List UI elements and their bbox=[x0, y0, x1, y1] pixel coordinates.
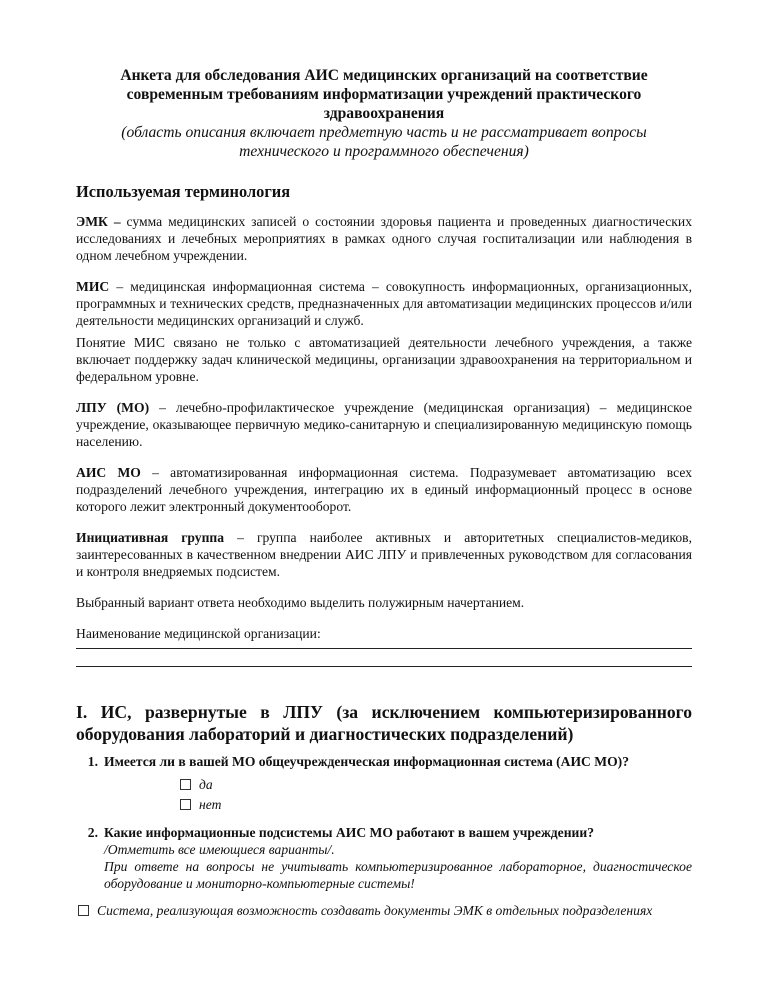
checkbox-icon[interactable] bbox=[180, 779, 191, 790]
term-label: МИС bbox=[76, 279, 110, 294]
term-definition: – автоматизированная информационная система. Подразумевает автоматизацию всех подразделений лечебного учреждения, интеграцию их в единый информационный процесс в основе которого лежит электронный документооборот. bbox=[76, 465, 692, 514]
question-1 bbox=[76, 753, 692, 770]
term-definition: Понятие МИС связано не только с автоматизацией деятельности лечебного учреждения, а также включает поддержку задач клинической медицины, организации здравоохранения на территориальном и федеральном уровне. bbox=[76, 335, 692, 384]
term-definition: сумма медицинских записей о состоянии здоровья пациента и проведенных диагностических исследованиях и лечебных мероприятиях в рамках одного случая госпитализации или наблюдения в одном лечебном учреждении. bbox=[76, 214, 692, 263]
checkbox-icon[interactable] bbox=[180, 799, 191, 810]
org-name-label: Наименование медицинской организации: bbox=[76, 626, 321, 641]
term-emk bbox=[76, 213, 692, 264]
option-no[interactable] bbox=[180, 794, 692, 814]
term-mis bbox=[76, 278, 692, 329]
question-note: /Отметить все имеющиеся варианты/. bbox=[104, 842, 335, 857]
org-name-input-line-1[interactable] bbox=[76, 648, 692, 649]
option-yes[interactable] bbox=[180, 774, 692, 794]
question-text: Какие информационные подсистемы АИС МО работают в вашем учреждении? bbox=[104, 825, 595, 840]
term-label: ЭМК – bbox=[76, 214, 121, 229]
term-label: Инициативная группа bbox=[76, 530, 225, 545]
term-definition: – группа наиболее активных и авторитетных специалистов-медиков, заинтересованных в качественном внедрении АИС ЛПУ и привлеченных руководством для согласования и контроля внедряемых подсистем. bbox=[76, 530, 692, 579]
term-mis-note bbox=[76, 334, 692, 385]
term-lpu bbox=[76, 399, 692, 450]
question-2 bbox=[76, 824, 692, 892]
document-title: Анкета для обследования АИС медицинских организаций на соответствие современным требованиям информатизации учреждений практического здравоохранения bbox=[120, 67, 648, 122]
term-ais-mo bbox=[76, 464, 692, 515]
question-1-options bbox=[180, 774, 692, 814]
question-text: Имеется ли в вашей МО общеучрежденческая информационная система (АИС МО)? bbox=[104, 754, 629, 769]
option-label: Система, реализующая возможность создавать документы ЭМК в отдельных подразделениях bbox=[97, 903, 653, 918]
option-label: нет bbox=[199, 796, 222, 812]
question-number: 2. bbox=[87, 825, 98, 840]
term-label: АИС МО bbox=[76, 465, 141, 480]
term-label: ЛПУ (МО) bbox=[76, 400, 150, 415]
option-emk-subsystem[interactable] bbox=[76, 902, 692, 919]
option-label: да bbox=[199, 776, 213, 792]
section-1-heading: I. ИС, развернутые в ЛПУ (за исключением компьютеризированного оборудования лабораторий и диагностических подразделений) bbox=[76, 702, 692, 744]
question-number: 1. bbox=[87, 754, 98, 769]
checkbox-icon[interactable] bbox=[78, 905, 89, 916]
terminology-heading: Используемая терминология bbox=[76, 182, 291, 201]
term-initiative-group bbox=[76, 529, 692, 580]
question-note: При ответе на вопросы не учитывать компьютеризированное лабораторное, диагностическое оборудование и мониторно-компьютерные системы! bbox=[104, 859, 692, 891]
term-definition: – медицинская информационная система – совокупность информационных, организационных, программных и технических средств, предназначенных для автоматизации медицинских процессов и/или деятельности медицинских организаций и служб. bbox=[76, 279, 692, 328]
term-definition: – лечебно-профилактическое учреждение (медицинская организация) – медицинское учреждение, оказывающее первичную медико-санитарную и специализированную медицинскую помощь населению. bbox=[76, 400, 692, 449]
instruction-text: Выбранный вариант ответа необходимо выделить полужирным начертанием. bbox=[76, 595, 525, 610]
org-name-input-line-2[interactable] bbox=[76, 666, 692, 667]
document-subtitle: (область описания включает предметную часть и не рассматривает вопросы технического и программного обеспечения) bbox=[121, 124, 647, 160]
